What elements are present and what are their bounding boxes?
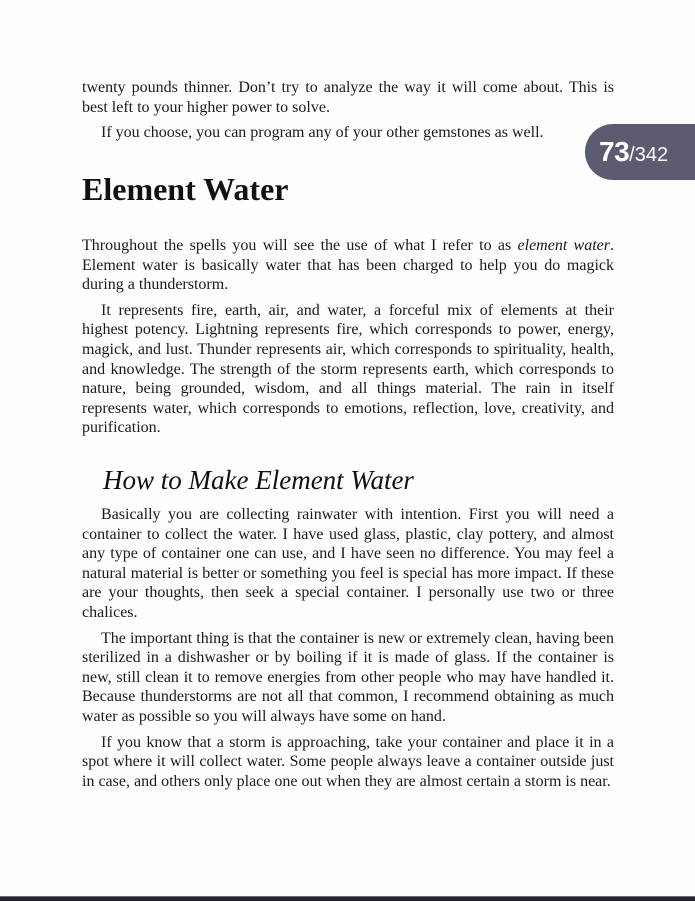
total-pages: 342 [634,143,669,166]
paragraph: Basically you are collecting rainwater with intention. First you will need a container to collect the water. I have used glass, plastic, clay pottery, and almost any type of container one can use, and I have seen no difference. You may feel a natural material is better or something you feel is special has more impact. If these are your thoughts, then seek a special container. I personally use two or three chalices. [82,506,614,621]
emphasis-text: element water [517,237,611,254]
subsection-body [82,505,614,791]
paragraph: The important thing is that the container is new or extremely clean, having been sterilized in a dishwasher or by boiling if it is made of glass. If the container is new, still clean it to remove energies from other people who may have handled it. Because thunderstorms are not all that common, I recommend obtaining as much water as possible so you will always have some on hand. [82,629,614,725]
paragraph: twenty pounds thinner. Don’t try to analyze the way it will come about. This is best left to your higher power to solve. [82,79,614,116]
bottom-toolbar-edge [0,896,695,901]
intro-text [82,78,614,143]
section-title: Element Water [82,171,289,207]
paragraph-text: . Element water is basically water that has been charged to help you do magick during a thunderstorm. [82,237,615,294]
section-body [82,236,614,438]
paragraph [82,236,614,295]
paragraph: If you know that a storm is approaching, take your container and place it in a spot where it will collect water. Some people always leave a container outside just in case, and others only place one out when they are almost certain a storm is near. [82,733,614,790]
paragraph-text: Throughout the spells you will see the use of what I refer to as [82,237,518,254]
current-page: 73 [599,136,630,167]
page-separator: / [629,143,635,166]
paragraph: It represents fire, earth, air, and water, a forceful mix of elements at their highest potency. Lightning represents fire, which corresponds to power, energy, magick, and lust. Thunder represents air, which corresponds to spirituality, health, and knowledge. The strength of the storm represents earth, which corresponds to nature, being grounded, wisdom, and all things material. The rain in itself represents water, which corresponds to emotions, reflection, love, creativity, and purification. [82,301,614,437]
subsection-title: How to Make Element Water [103,465,414,495]
page-number-badge[interactable] [585,124,695,180]
paragraph: If you choose, you can program any of your other gemstones as well. [101,124,544,142]
